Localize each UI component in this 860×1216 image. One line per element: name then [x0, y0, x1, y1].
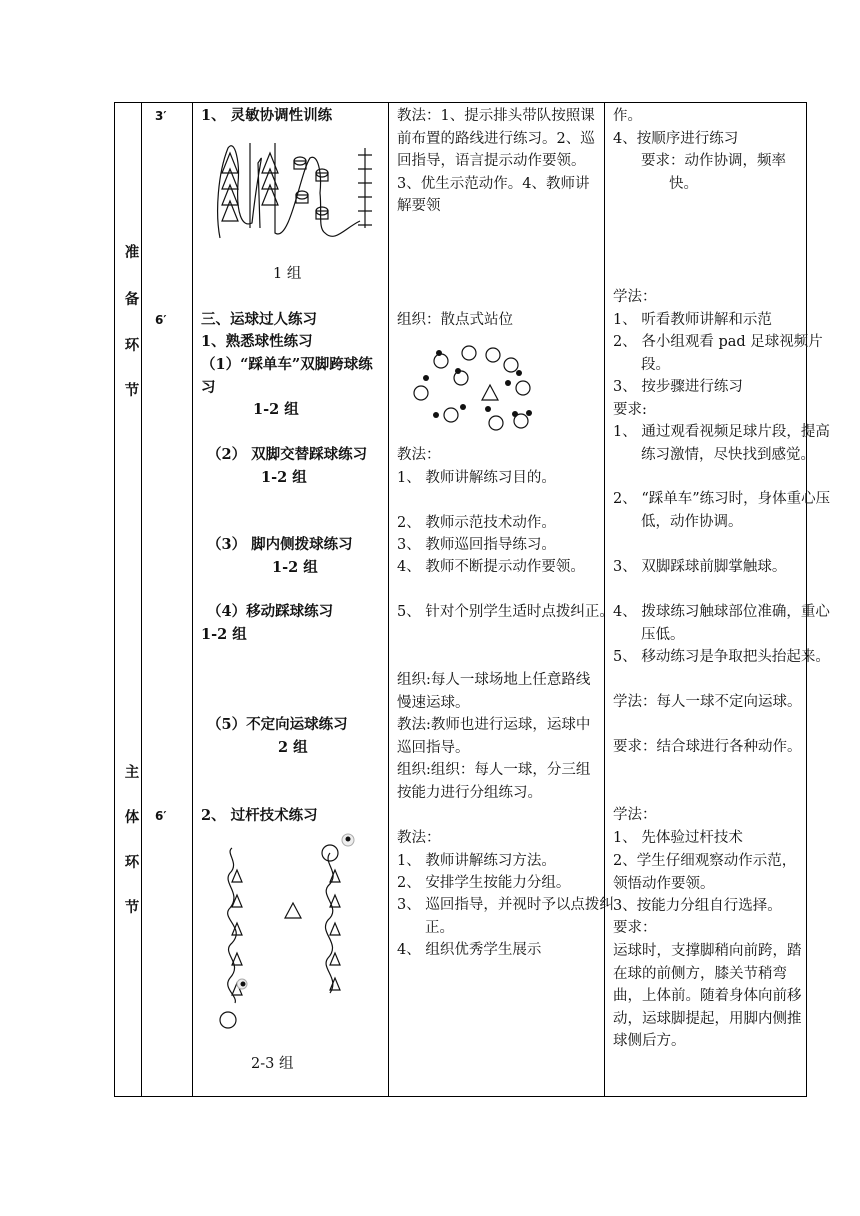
pole-method-3: 3、 巡回指导，并视时予以点拨纠正。 — [397, 897, 614, 936]
exercise-5-title: （5）不定向运球练习 — [207, 716, 348, 733]
exercise-1-title: （1）“踩单车”双脚跨球练习 — [201, 356, 373, 396]
exercise-5-group: 2 组 — [278, 739, 308, 756]
agility-title: 1、 灵敏协调性训练 — [201, 107, 333, 124]
requirement-r4: 4、 拨球练习触球部位准确，重心压低。 — [613, 604, 830, 643]
column-divider — [388, 103, 389, 1096]
method-label: 教法： — [397, 447, 441, 463]
method-1: 1、 教师讲解练习目的。 — [397, 470, 556, 486]
section-label-main-3: 环 — [124, 855, 140, 871]
agility-group: 1 组 — [273, 266, 302, 282]
time-agility: 3′ — [155, 109, 167, 123]
study3-label: 学法： — [613, 807, 657, 823]
pole-method-1: 1、 教师讲解练习方法。 — [397, 853, 556, 869]
requirement-1: 要求：动作协调，频率快。 — [641, 153, 786, 192]
section-label-prep-1: 准 — [124, 245, 140, 261]
study-label: 学法： — [613, 289, 657, 305]
requirement-r1: 1、 通过观看视频足球片段，提高练习激情，尽快找到感觉。 — [613, 424, 830, 463]
pole-study-1: 1、 先体验过杆技术 — [613, 830, 743, 846]
requirement-r5: 5、 移动练习是争取把头抬起来。 — [613, 649, 830, 665]
agility-method: 教法：1、提示排头带队按照课前布置的路线进行练习。2、巡回指导，语言提示动作要领。3、优生示范动作。4、教师讲解要领 — [397, 108, 595, 214]
section-label-prep-3: 环 — [124, 338, 140, 354]
section-label-prep-2: 备 — [124, 292, 140, 308]
study-2-free: 学法：每人一球不定向运球。 — [613, 694, 802, 710]
section-label-prep-4: 节 — [124, 383, 140, 399]
scatter-formation-diagram — [411, 343, 541, 433]
study-1: 1、 听看教师讲解和示范 — [613, 312, 772, 328]
col4-continuation: 作。 — [613, 108, 642, 124]
study-2: 2、 各小组观看 pad 足球视频片段。 — [613, 334, 823, 373]
exercise-4-title: （4）移动踩球练习 — [207, 603, 334, 620]
pole-study-2: 2、学生仔细观察动作示范，领悟动作要领。 — [613, 853, 797, 892]
section-label-main-1: 主 — [124, 765, 140, 781]
requirement-2: 要求：结合球进行各种动作。 — [613, 739, 802, 755]
exercise-2-title: （2） 双脚交替踩球练习 1-2 组 — [207, 446, 373, 486]
method-5: 5、 针对个别学生适时点拨纠正。 — [397, 604, 614, 620]
method-teacher-dribble: 教法:教师也进行运球，运球中巡回指导。 — [397, 717, 591, 756]
column-divider — [141, 103, 142, 1096]
exercise-3-title: （3） 脚内侧拨球练习 — [207, 536, 353, 553]
section-label-main-4: 节 — [124, 900, 140, 916]
method-4: 4、 教师不断提示动作要领。 — [397, 559, 585, 575]
org-groups: 组织:组织：每人一球，分三组按能力进行分组练习。 — [397, 762, 591, 801]
method-3: 3、 教师巡回指导练习。 — [397, 537, 556, 553]
requirement3-label: 要求： — [613, 920, 657, 936]
exercise-3-group: 1-2 组 — [272, 559, 318, 576]
requirement-label: 要求: — [613, 402, 647, 418]
pole-group: 2-3 组 — [251, 1056, 294, 1072]
pole-method-2: 2、 安排学生按能力分组。 — [397, 875, 571, 891]
lesson-table — [114, 102, 831, 1097]
requirement-r2: 2、 “踩单车”练习时，身体重心压低，动作协调。 — [613, 491, 831, 530]
section-label-main-2: 体 — [124, 810, 140, 826]
column-divider — [192, 103, 193, 1096]
exercise-4-group: 1-2 组 — [201, 626, 247, 643]
org-free-dribble: 组织:每人一球场地上任意路线慢速运球。 — [397, 672, 591, 711]
order-practice: 4、按顺序进行练习 — [613, 131, 739, 147]
time-pole: 6′ — [155, 809, 167, 823]
study-3: 3、 按步骤进行练习 — [613, 379, 743, 395]
agility-route-diagram — [210, 133, 380, 243]
org-scatter: 组织：散点式站位 — [397, 312, 513, 328]
method3-label: 教法： — [397, 830, 441, 846]
dribble-title: 三、运球过人练习 — [201, 311, 317, 328]
pole-drill-diagram — [210, 828, 370, 1028]
exercise-1-group: 1-2 组 — [253, 401, 299, 418]
pole-study-3: 3、按能力分组自行选择。 — [613, 898, 782, 914]
pole-method-4: 4、 组织优秀学生展示 — [397, 942, 542, 958]
pole-requirement: 运球时，支撑脚稍向前跨，踏在球的前侧方，膝关节稍弯曲，上体前。随着身体向前移动，运球脚提起，用脚内侧推球侧后方。 — [613, 943, 802, 1049]
familiar-title: 1、熟悉球性练习 — [201, 333, 313, 350]
requirement-r3: 3、 双脚踩球前脚掌触球。 — [613, 559, 787, 575]
method-2: 2、 教师示范技术动作。 — [397, 515, 556, 531]
pole-title: 2、 过杆技术练习 — [201, 807, 318, 824]
time-dribble: 6′ — [155, 313, 167, 327]
